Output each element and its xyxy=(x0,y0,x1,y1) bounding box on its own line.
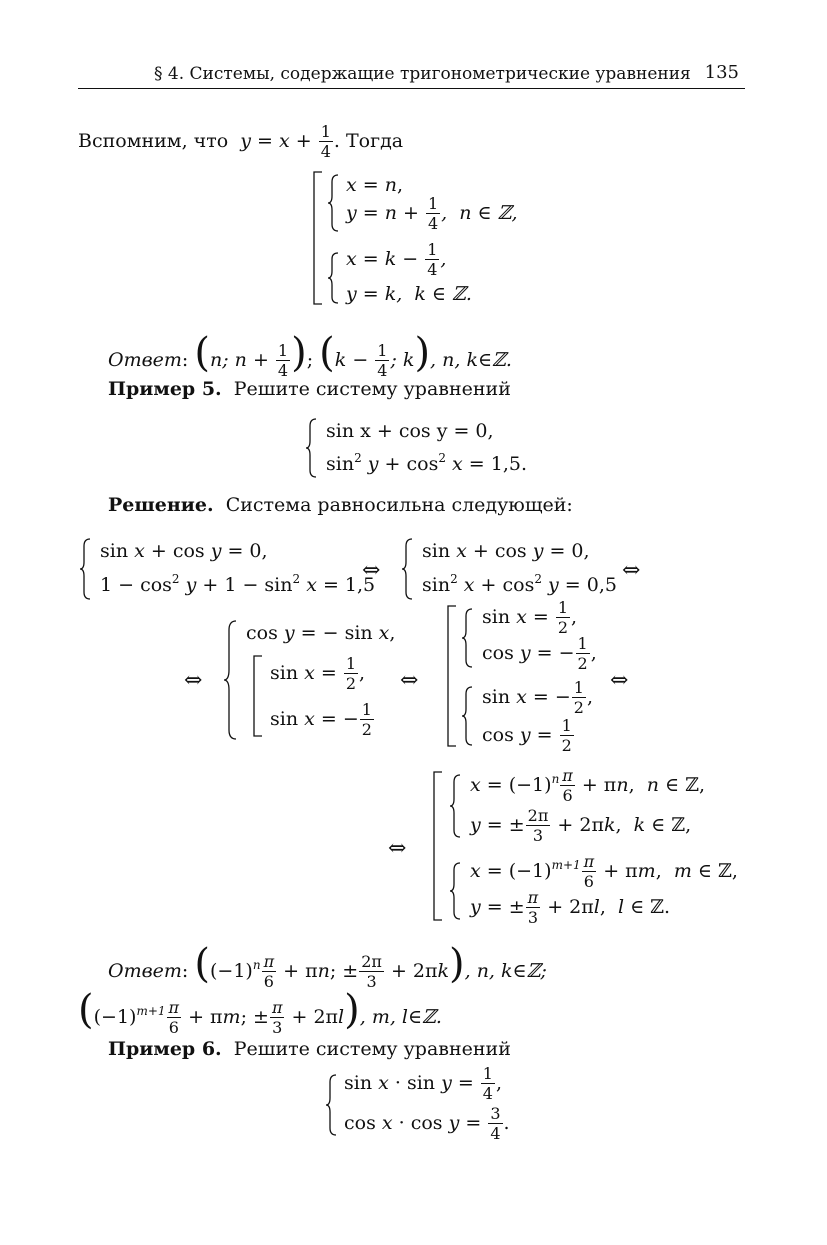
example-text: Решите систему уравнений xyxy=(233,378,511,400)
ex6-eq1: sin x · sin y = $\frac{1}{4}$ , xyxy=(344,1064,503,1103)
curly-brace xyxy=(224,620,238,740)
intro-line xyxy=(78,124,403,160)
page-number: 135 xyxy=(704,62,739,83)
solution-text: Система равносильна следующей: xyxy=(225,494,573,516)
case1-cos: cos y = − $\frac{1}{2}$ , xyxy=(482,634,597,673)
sol-eq-cos: cos y = − sin x, xyxy=(246,622,396,644)
result-x2: $x = (-1)^{m+1}$ $\frac{\pi}{6}$ + πm, m ∈ ℤ, xyxy=(470,852,738,891)
square-bracket xyxy=(252,656,264,738)
curly-brace xyxy=(450,774,462,838)
curly-brace xyxy=(462,608,474,668)
eq-x-k: x = k − $\frac{1}{4}$ , xyxy=(346,240,447,279)
intro-text-tail: . Тогда xyxy=(333,130,404,152)
equiv-symbol: ⇔ xyxy=(388,836,407,861)
curly-brace xyxy=(80,538,92,600)
curly-brace xyxy=(326,1074,338,1136)
curly-brace xyxy=(462,686,474,746)
eq-x-n: x = n, xyxy=(346,174,403,196)
square-bracket xyxy=(432,772,444,922)
sol-eq-a1: sin x + cos y = 0, xyxy=(100,540,268,562)
solution-label: Решение. xyxy=(108,494,214,516)
sol-eq-b1: sin x + cos y = 0, xyxy=(422,540,590,562)
answer-2-line2: ($(-1)^{m+1}$ $\frac{\pi}{6}$ + πm; ± $\frac{\pi}{3}$ + 2πl), m, l∈ℤ. xyxy=(78,987,442,1037)
equiv-symbol: ⇔ xyxy=(400,668,419,693)
eq-y-n: y = n + $\frac{1}{4}$ , n ∈ ℤ, xyxy=(346,194,518,233)
example-6-heading xyxy=(108,1038,511,1060)
equiv-symbol: ⇔ xyxy=(622,558,641,583)
ex5-eq2: $\sin^2 y + \cos^2 x = 1,5$. xyxy=(326,451,528,475)
sol-eq-sin-neg: sin x = − $\frac{1}{2}$ xyxy=(270,700,372,739)
answer-2-line1: Ответ: ($(-1)^n$ $\frac{\pi}{6}$ + πn; ± $\frac{2\pi}{3}$ + 2πk), n, k∈ℤ; xyxy=(108,941,547,991)
curly-brace xyxy=(328,174,340,232)
example-label: Пример 6. xyxy=(108,1038,222,1060)
curly-brace xyxy=(450,862,462,920)
result-y2: y = ± $\frac{\pi}{3}$ + 2πl, l ∈ ℤ. xyxy=(470,888,671,927)
case1-sin: sin x = $\frac{1}{2}$ , xyxy=(482,598,578,637)
intro-text: Вспомним, что xyxy=(78,130,229,152)
sol-eq-sin-pos: sin x = $\frac{1}{2}$ , xyxy=(270,654,366,693)
eq-y-k: y = k, k ∈ ℤ. xyxy=(346,283,472,305)
solution-heading xyxy=(108,494,573,516)
square-bracket xyxy=(446,606,458,748)
ex6-eq2: cos x · cos y = $\frac{3}{4}$ . xyxy=(344,1104,510,1143)
sol-eq-b2: $\sin^2 x + \cos^2 y = 0,5$ xyxy=(422,572,617,596)
example-5-heading xyxy=(108,378,511,400)
curly-brace xyxy=(402,538,414,600)
curly-brace xyxy=(328,252,340,304)
formula-y-def: y = x + $\frac{1}{4}$ xyxy=(234,122,331,161)
answer-1: Ответ: (n; n + $\frac{1}{4}$ ); (k − $\frac{1}{4}$ ; k), n, k∈ℤ. xyxy=(108,330,512,380)
equiv-symbol: ⇔ xyxy=(362,558,381,583)
running-header xyxy=(78,62,745,89)
equiv-symbol: ⇔ xyxy=(610,668,629,693)
answer-label: Ответ xyxy=(108,960,182,982)
result-y1: y = ± $\frac{2\pi}{3}$ + 2πk, k ∈ ℤ, xyxy=(470,806,692,845)
example-label: Пример 5. xyxy=(108,378,222,400)
example-text: Решите систему уравнений xyxy=(233,1038,511,1060)
sol-eq-a2: $1 - \cos^2 y + 1 - \sin^2 x = 1,5$ xyxy=(100,572,376,596)
answer-label: Ответ xyxy=(108,349,182,371)
ex5-eq1: sin x + cos y = 0, xyxy=(326,420,494,442)
equiv-symbol: ⇔ xyxy=(184,668,203,693)
curly-brace xyxy=(306,418,318,478)
square-bracket xyxy=(312,172,324,306)
case2-cos: cos y = $\frac{1}{2}$ xyxy=(482,716,572,755)
chapter-title: § 4. Системы, содержащие тригонометрические уравнения xyxy=(154,64,691,84)
result-x1: $x = (-1)^n$ $\frac{\pi}{6}$ + πn, n ∈ ℤ, xyxy=(470,766,705,805)
case2-sin: sin x = − $\frac{1}{2}$ , xyxy=(482,678,593,717)
